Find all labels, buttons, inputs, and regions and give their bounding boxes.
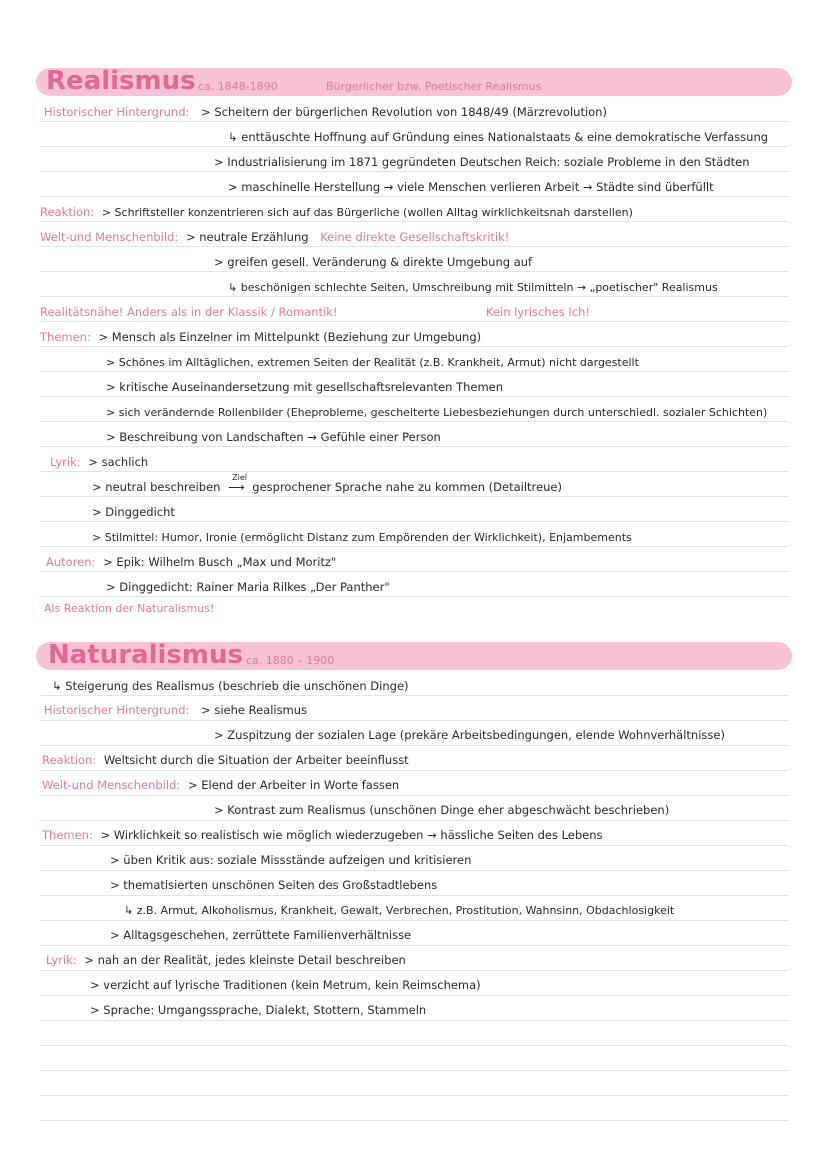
realismus-line — [228, 179, 714, 195]
naturalismus-line — [42, 777, 399, 793]
line-text: > Alltagsgeschehen, zerrüttete Familienverhältnisse — [110, 928, 412, 942]
line-text: > maschinelle Herstellung → viele Menschen verlieren Arbeit → Städte sind überfüllt — [228, 180, 714, 194]
realismus-line — [46, 554, 336, 570]
line-text: > neutral beschreiben — [92, 480, 221, 494]
ruled-line — [40, 371, 788, 372]
realismus-title: Realismus — [46, 66, 196, 96]
ruled-line — [40, 146, 788, 147]
naturalismus-line — [42, 752, 409, 768]
section-label: Historischer Hintergrund: — [44, 703, 190, 717]
line-text: gesprochener Sprache nahe zu kommen (Detailtreue) — [252, 480, 562, 494]
realismus-line — [44, 600, 214, 617]
line-text: > kritische Auseinandersetzung mit gesellschaftsrelevanten Themen — [106, 380, 504, 394]
ruled-line — [40, 870, 788, 871]
line-text: > sachlich — [88, 455, 149, 469]
realismus-line — [106, 429, 441, 445]
naturalismus-line — [110, 852, 471, 868]
ruled-line — [40, 246, 788, 247]
realismus-line — [106, 579, 390, 595]
ruled-line — [40, 895, 788, 896]
line-text: > Zuspitzung der sozialen Lage (prekäre Arbeitsbedingungen, elende Wohnverhältnisse) — [214, 728, 725, 742]
line-text: > neutrale Erzählung — [185, 230, 309, 244]
arrow-note: Ziel — [232, 473, 247, 482]
realismus-line — [214, 254, 532, 270]
ruled-line — [40, 346, 788, 347]
ruled-line — [40, 920, 788, 921]
line-text: > üben Kritik aus: soziale Missstände aufzeigen und kritisieren — [110, 853, 472, 867]
ruled-line — [40, 770, 788, 771]
ruled-line — [40, 1120, 788, 1121]
line-text: > Wirklichkeit so realistisch wie möglich wiederzugeben → hässliche Seiten des Lebens — [100, 828, 603, 842]
line-text: > Kontrast zum Realismus (unschönen Dinge eher abgeschwächt beschrieben) — [214, 803, 670, 817]
realismus-line — [50, 454, 148, 470]
realismus-line — [92, 504, 175, 520]
line-text: > Epik: Wilhelm Busch „Max und Moritz" — [103, 555, 337, 569]
section-label: Themen: — [40, 330, 91, 344]
section-label: Welt-und Menschenbild: — [42, 778, 181, 792]
realismus-line — [40, 304, 338, 320]
realismus-line — [40, 229, 509, 245]
section-label: Autoren: — [46, 555, 96, 569]
realismus-line — [214, 154, 750, 170]
ruled-line — [40, 745, 788, 746]
section-label: Lyrik: — [50, 455, 81, 469]
line-text: Weltsicht durch die Situation der Arbeiter beeinflusst — [103, 753, 409, 767]
ruled-line — [40, 471, 788, 472]
line-text: > Sprache: Umgangssprache, Dialekt, Stottern, Stammeln — [90, 1003, 427, 1017]
ruled-line — [40, 296, 788, 297]
ruled-line — [40, 820, 788, 821]
ruled-line — [40, 795, 788, 796]
line-text: > greifen gesell. Veränderung & direkte Umgebung auf — [214, 255, 533, 269]
ruled-line — [40, 1070, 788, 1071]
realismus-line — [40, 329, 481, 345]
realismus-subtitle: Bürgerlicher bzw. Poetischer Realismus — [326, 80, 542, 93]
line-text: ↳ z.B. Armut, Alkoholismus, Krankheit, Gewalt, Verbrechen, Prostitution, Wahnsinn, Obdachlosigkeit — [124, 904, 675, 917]
realismus-line — [40, 204, 633, 221]
ruled-line — [40, 945, 788, 946]
line-text: > Schönes im Alltäglichen, extremen Seiten der Realität (z.B. Krankheit, Armut) nicht dargestellt — [106, 356, 639, 369]
line-text: ↳ Steigerung des Realismus (beschrieb die unschönen Dinge) — [52, 679, 409, 693]
pink-note: Keine direkte Gesellschaftskritik! — [320, 230, 510, 244]
realismus-dates: ca. 1848-1890 — [198, 80, 278, 93]
realismus-line — [106, 354, 639, 371]
naturalismus-line — [90, 1002, 426, 1018]
ruled-line — [40, 321, 788, 322]
ruled-line — [40, 271, 788, 272]
line-text: > nah an der Realität, jedes kleinste Detail beschreiben — [84, 953, 406, 967]
section-label: Lyrik: — [46, 953, 77, 967]
line-text: > Dinggedicht: Rainer Maria Rilkes „Der Panther" — [106, 580, 390, 594]
line-text: ↳ enttäuschte Hoffnung auf Gründung eines Nationalstaats & eine demokratische Verfassung — [228, 130, 769, 144]
naturalismus-line — [52, 678, 409, 694]
naturalismus-line — [214, 727, 725, 743]
line-text: > thematisierten unschönen Seiten des Großstadtlebens — [110, 878, 438, 892]
section-label: Welt-und Menschenbild: — [40, 230, 179, 244]
naturalismus-line — [110, 927, 411, 943]
ruled-line — [40, 221, 788, 222]
line-text: > Dinggedicht — [92, 505, 175, 519]
naturalismus-line — [110, 877, 437, 893]
naturalismus-line — [44, 702, 307, 718]
naturalismus-line — [124, 902, 674, 919]
ruled-line — [40, 571, 788, 572]
section-label: Reaktion: — [40, 205, 95, 219]
ruled-line — [40, 496, 788, 497]
line-text: > sich verändernde Rollenbilder (Eheprobleme, gescheiterte Liebesbeziehungen durch unterschiedl. sozialer Schichten) — [106, 406, 768, 419]
ruled-line — [40, 1045, 788, 1046]
naturalismus-line — [90, 977, 481, 993]
pink-note: Als Reaktion der Naturalismus! — [44, 602, 215, 615]
line-text: > Scheitern der bürgerlichen Revolution von 1848/49 (Märzrevolution) — [201, 105, 607, 119]
realismus-line — [228, 279, 718, 296]
ruled-line — [40, 171, 788, 172]
ruled-line — [40, 446, 788, 447]
realismus-line — [106, 404, 767, 421]
line-text: > Beschreibung von Landschaften → Gefühle einer Person — [106, 430, 441, 444]
pink-note: Kein lyrisches Ich! — [486, 305, 591, 319]
pink-note: Realitätsnähe! Anders als in der Klassik / Romantik! — [40, 305, 338, 319]
ruled-line — [40, 1020, 788, 1021]
realismus-line — [92, 529, 632, 546]
ruled-line — [40, 720, 788, 721]
ruled-line — [40, 121, 788, 122]
realismus-line — [44, 104, 607, 120]
ruled-line — [40, 596, 788, 597]
line-text: > Stilmittel: Humor, Ironie (ermöglicht Distanz zum Empörenden der Wirklichkeit), Enjambements — [92, 531, 632, 544]
arrow-icon: ⟶ — [228, 480, 245, 494]
naturalismus-line — [42, 827, 603, 843]
section-label: Historischer Hintergrund: — [44, 105, 190, 119]
realismus-line — [228, 129, 768, 145]
ruled-line — [40, 521, 788, 522]
naturalismus-line — [46, 952, 406, 968]
ruled-line — [40, 845, 788, 846]
line-text: > Industrialisierung im 1871 gegründeten Deutschen Reich: soziale Probleme in den Städten — [214, 155, 750, 169]
line-text: ↳ beschönigen schlechte Seiten, Umschreibung mit Stilmitteln → „poetischer" Realismus — [228, 281, 718, 294]
ruled-line — [40, 546, 788, 547]
line-text: > siehe Realismus — [201, 703, 308, 717]
realismus-line — [92, 473, 562, 495]
line-text: > verzicht auf lyrische Traditionen (kein Metrum, kein Reimschema) — [90, 978, 481, 992]
ruled-line — [40, 995, 788, 996]
line-text: > Schriftsteller konzentrieren sich auf das Bürgerliche (wollen Alltag wirklichkeitsnah darstellen) — [101, 206, 633, 219]
ruled-line — [40, 396, 788, 397]
ruled-line — [40, 1095, 788, 1096]
ruled-line — [40, 196, 788, 197]
naturalismus-dates: ca. 1880 – 1900 — [246, 654, 335, 667]
ruled-line — [40, 421, 788, 422]
ruled-line — [40, 970, 788, 971]
section-label: Themen: — [42, 828, 93, 842]
ruled-line — [40, 695, 788, 696]
line-text: > Elend der Arbeiter in Worte fassen — [187, 778, 400, 792]
naturalismus-line — [214, 802, 669, 818]
naturalismus-title: Naturalismus — [48, 640, 243, 670]
section-label: Reaktion: — [42, 753, 97, 767]
line-text: > Mensch als Einzelner im Mittelpunkt (Beziehung zur Umgebung) — [98, 330, 482, 344]
realismus-line — [106, 379, 503, 395]
